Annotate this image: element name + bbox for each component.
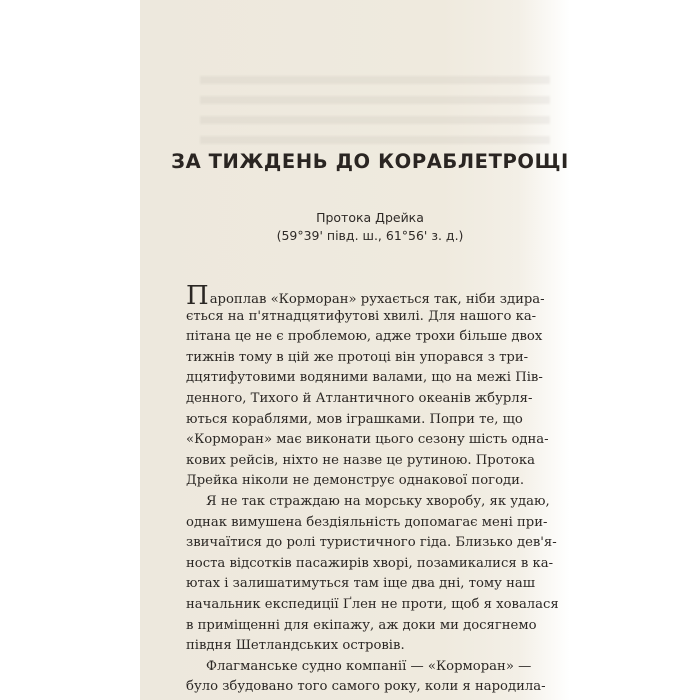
show-through-line (200, 76, 550, 84)
text-line: начальник експедиції Ґлен не проти, щоб я ховалася (186, 596, 559, 612)
show-through-line (200, 136, 550, 144)
show-through-line (200, 116, 550, 124)
text-line: «Корморан» має виконати цього сезону шість одна- (186, 432, 549, 448)
text-line: Дрейка ніколи не демонструє однакової погоди. (186, 473, 525, 489)
text-line: пітана це не є проблемою, адже трохи більше двох (186, 329, 543, 345)
text-line: носта відсотків пасажирів хворі, позамикалися в ка- (186, 555, 554, 571)
text-line: було збудовано того самого року, коли я народила- (186, 679, 546, 695)
text-line: Пароплав «Корморан» рухається так, ніби здира- (186, 281, 545, 311)
text-line: звичаїтися до ролі туристичного гіда. Близько дев'я- (186, 535, 557, 551)
text-line: кових рейсів, ніхто не назве це рутиною. Протока (186, 452, 535, 468)
text-line: півдня Шетландських островів. (186, 638, 405, 654)
chapter-coordinates: (59°39' півд. ш., 61°56' з. д.) (276, 228, 464, 243)
text-line: ютах і залишатимуться там іще два дні, тому наш (186, 576, 536, 592)
text-line: ються кораблями, мов іграшками. Попри те, що (186, 411, 523, 427)
text-line: в приміщенні для екіпажу, аж доки ми досягнемо (186, 617, 537, 633)
text-line: денного, Тихого й Атлантичного океанів жбурля- (186, 390, 533, 406)
text-line: Флагманське судно компанії — «Корморан» — (206, 658, 532, 674)
text-line: дцятифутовими водяними валами, що на межі Пів- (186, 370, 543, 386)
text-line: ється на п'ятнадцятифутові хвилі. Для нашого ка- (186, 308, 537, 324)
text-line: тижнів тому в цій же протоці він упорався з три- (186, 349, 529, 365)
body-text (186, 281, 559, 698)
show-through-line (200, 96, 550, 104)
text-line: Я не так страждаю на морську хворобу, як удаю, (206, 493, 550, 509)
drop-cap: П (186, 281, 209, 311)
text-line: однак вимушена бездіяльність допомагає мені при- (186, 514, 548, 530)
chapter-location: Протока Дрейка (316, 210, 424, 225)
chapter-title: ЗА ТИЖДЕНЬ ДО КОРАБЛЕТРОЩІ (171, 150, 569, 173)
